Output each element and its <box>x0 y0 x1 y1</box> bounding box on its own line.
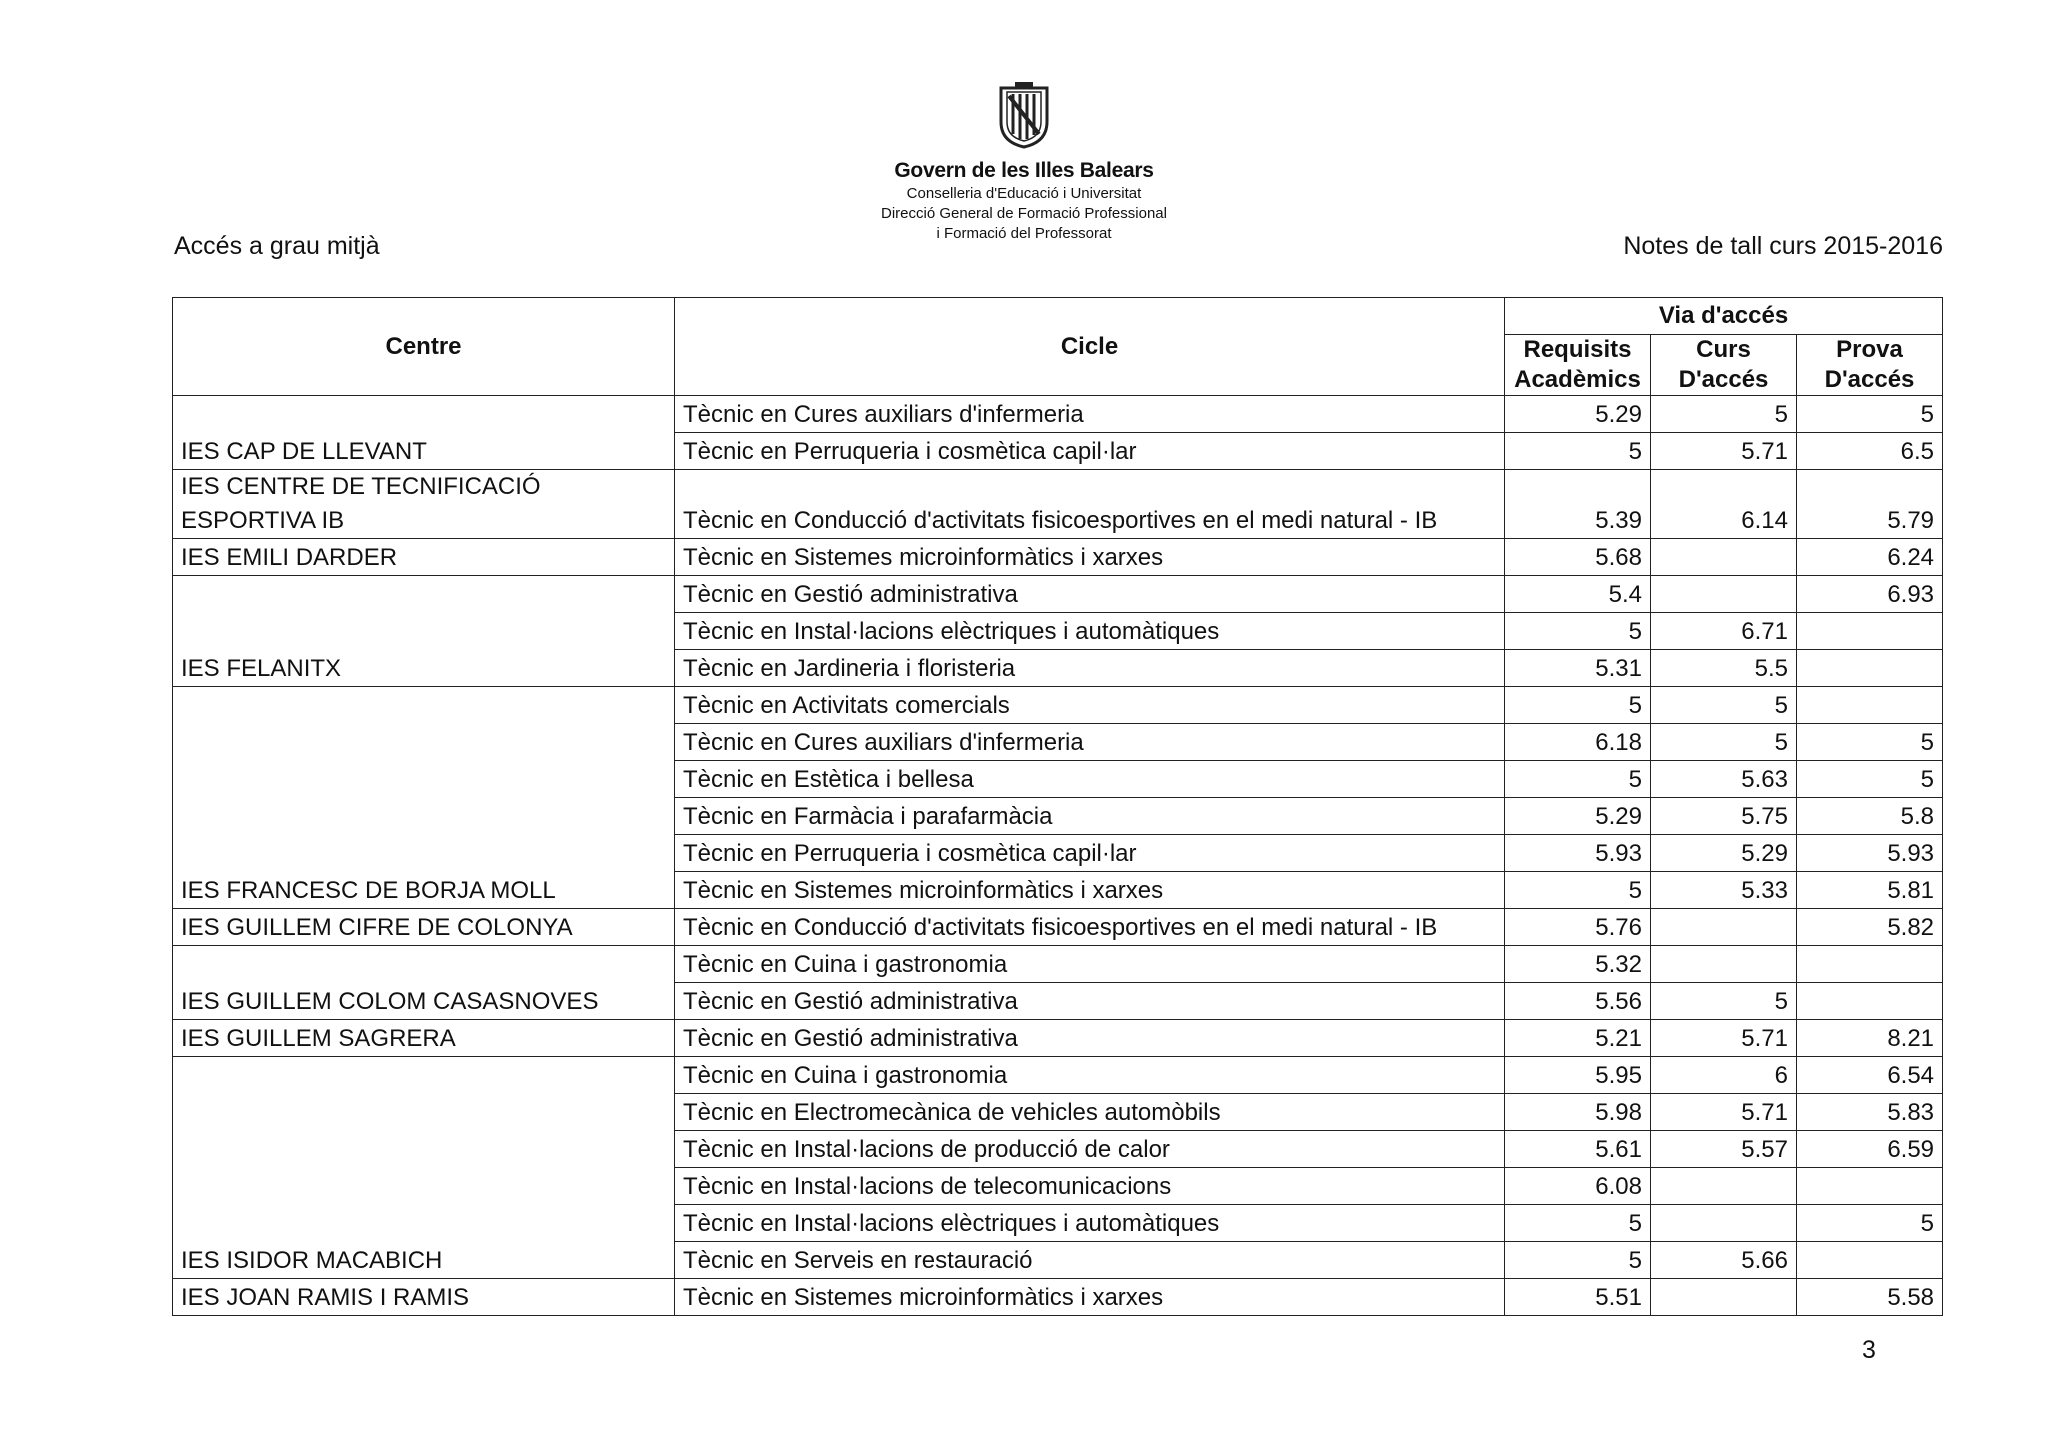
centre-name: IES FELANITX <box>173 576 675 687</box>
column-header-via-acces: Via d'accés <box>1505 298 1943 335</box>
grade-prova: 6.5 <box>1797 433 1943 470</box>
grade-requisits: 5.29 <box>1505 798 1651 835</box>
grade-curs <box>1651 1205 1797 1242</box>
grade-requisits: 5.68 <box>1505 539 1651 576</box>
grade-requisits: 5.31 <box>1505 650 1651 687</box>
grade-prova: 5 <box>1797 761 1943 798</box>
coat-of-arms-icon <box>995 82 1053 150</box>
grade-curs <box>1651 1279 1797 1316</box>
cicle-name: Tècnic en Cuina i gastronomia <box>675 1057 1505 1094</box>
cicle-name: Tècnic en Electromecànica de vehicles automòbils <box>675 1094 1505 1131</box>
grade-curs: 5.71 <box>1651 433 1797 470</box>
cicle-name: Tècnic en Farmàcia i parafarmàcia <box>675 798 1505 835</box>
page-number: 3 <box>1862 1336 1876 1364</box>
grade-curs <box>1651 909 1797 946</box>
grade-curs <box>1651 539 1797 576</box>
table-row <box>173 396 1943 433</box>
grade-curs: 5 <box>1651 687 1797 724</box>
grade-prova <box>1797 650 1943 687</box>
cicle-name: Tècnic en Conducció d'activitats fisicoesportives en el medi natural - IB <box>675 470 1505 539</box>
cicle-name: Tècnic en Gestió administrativa <box>675 983 1505 1020</box>
grade-prova: 8.21 <box>1797 1020 1943 1057</box>
grade-prova: 6.24 <box>1797 539 1943 576</box>
grade-requisits: 5 <box>1505 433 1651 470</box>
cicle-name: Tècnic en Perruqueria i cosmètica capil·lar <box>675 433 1505 470</box>
grade-curs <box>1651 1168 1797 1205</box>
cicle-name: Tècnic en Activitats comercials <box>675 687 1505 724</box>
department-line: i Formació del Professorat <box>936 225 1112 242</box>
table-row <box>173 470 1943 539</box>
grade-prova: 5.93 <box>1797 835 1943 872</box>
column-header-requisits: Requisits Acadèmics <box>1505 335 1651 396</box>
grade-prova: 5.82 <box>1797 909 1943 946</box>
grade-prova: 5.79 <box>1797 470 1943 539</box>
grade-curs: 5 <box>1651 983 1797 1020</box>
centre-name: IES GUILLEM SAGRERA <box>173 1020 675 1057</box>
centre-name: IES JOAN RAMIS I RAMIS <box>173 1279 675 1316</box>
centre-name: IES GUILLEM CIFRE DE COLONYA <box>173 909 675 946</box>
grade-prova: 5.8 <box>1797 798 1943 835</box>
grade-prova <box>1797 687 1943 724</box>
grade-curs: 5 <box>1651 724 1797 761</box>
organization-name: Govern de les Illes Balears <box>894 159 1154 182</box>
grade-requisits: 5 <box>1505 1242 1651 1279</box>
table-row <box>173 1279 1943 1316</box>
centre-name: IES ISIDOR MACABICH <box>173 1057 675 1279</box>
centre-name: IES FRANCESC DE BORJA MOLL <box>173 687 675 909</box>
cicle-name: Tècnic en Cuina i gastronomia <box>675 946 1505 983</box>
grade-requisits: 5.93 <box>1505 835 1651 872</box>
grade-requisits: 5 <box>1505 1205 1651 1242</box>
table-row <box>173 946 1943 983</box>
grade-prova: 6.93 <box>1797 576 1943 613</box>
grade-prova <box>1797 613 1943 650</box>
grade-requisits: 5.76 <box>1505 909 1651 946</box>
cicle-name: Tècnic en Cures auxiliars d'infermeria <box>675 724 1505 761</box>
grade-prova: 5 <box>1797 724 1943 761</box>
cicle-name: Tècnic en Cures auxiliars d'infermeria <box>675 396 1505 433</box>
document-title: Notes de tall curs 2015-2016 <box>1623 232 1943 260</box>
grade-requisits: 5.98 <box>1505 1094 1651 1131</box>
cicle-name: Tècnic en Gestió administrativa <box>675 1020 1505 1057</box>
grade-requisits: 5 <box>1505 613 1651 650</box>
table-body <box>173 396 1943 1316</box>
cicle-name: Tècnic en Instal·lacions de producció de calor <box>675 1131 1505 1168</box>
centre-name: IES EMILI DARDER <box>173 539 675 576</box>
letterhead <box>824 82 1224 244</box>
grade-prova <box>1797 983 1943 1020</box>
centre-name: IES CAP DE LLEVANT <box>173 396 675 470</box>
grade-curs: 5 <box>1651 396 1797 433</box>
grade-prova: 5.83 <box>1797 1094 1943 1131</box>
grade-requisits: 5.4 <box>1505 576 1651 613</box>
grade-curs: 6.14 <box>1651 470 1797 539</box>
table-row <box>173 1057 1943 1094</box>
grade-prova <box>1797 1168 1943 1205</box>
grade-curs: 6.71 <box>1651 613 1797 650</box>
grade-requisits: 5.39 <box>1505 470 1651 539</box>
grade-prova <box>1797 1242 1943 1279</box>
centre-name: IES CENTRE DE TECNIFICACIÓ ESPORTIVA IB <box>173 470 675 539</box>
cicle-name: Tècnic en Instal·lacions de telecomunicacions <box>675 1168 1505 1205</box>
centre-name: IES GUILLEM COLOM CASASNOVES <box>173 946 675 1020</box>
grade-prova: 6.59 <box>1797 1131 1943 1168</box>
grade-curs: 5.63 <box>1651 761 1797 798</box>
grade-requisits: 5.56 <box>1505 983 1651 1020</box>
grade-requisits: 5.21 <box>1505 1020 1651 1057</box>
cicle-name: Tècnic en Instal·lacions elèctriques i automàtiques <box>675 1205 1505 1242</box>
cicle-name: Tècnic en Jardineria i floristeria <box>675 650 1505 687</box>
cicle-name: Tècnic en Sistemes microinformàtics i xarxes <box>675 1279 1505 1316</box>
grade-requisits: 6.08 <box>1505 1168 1651 1205</box>
grade-prova: 5.81 <box>1797 872 1943 909</box>
grade-requisits: 6.18 <box>1505 724 1651 761</box>
department-line: Conselleria d'Educació i Universitat <box>906 185 1142 202</box>
grade-curs: 6 <box>1651 1057 1797 1094</box>
grade-curs: 5.71 <box>1651 1020 1797 1057</box>
grade-prova: 6.54 <box>1797 1057 1943 1094</box>
table-row <box>173 687 1943 724</box>
cicle-name: Tècnic en Estètica i bellesa <box>675 761 1505 798</box>
cicle-name: Tècnic en Serveis en restauració <box>675 1242 1505 1279</box>
column-header-centre: Centre <box>173 298 675 396</box>
grade-curs: 5.57 <box>1651 1131 1797 1168</box>
grade-curs: 5.75 <box>1651 798 1797 835</box>
cicle-name: Tècnic en Conducció d'activitats fisicoesportives en el medi natural - IB <box>675 909 1505 946</box>
grade-curs: 5.71 <box>1651 1094 1797 1131</box>
table-row <box>173 1020 1943 1057</box>
grade-requisits: 5.95 <box>1505 1057 1651 1094</box>
grade-prova: 5.58 <box>1797 1279 1943 1316</box>
table-header <box>173 298 1943 396</box>
grade-requisits: 5 <box>1505 872 1651 909</box>
grade-curs <box>1651 576 1797 613</box>
cicle-name: Tècnic en Gestió administrativa <box>675 576 1505 613</box>
grade-curs: 5.5 <box>1651 650 1797 687</box>
grade-curs: 5.29 <box>1651 835 1797 872</box>
grade-prova: 5 <box>1797 396 1943 433</box>
grade-requisits: 5 <box>1505 761 1651 798</box>
grade-curs: 5.66 <box>1651 1242 1797 1279</box>
grade-requisits: 5 <box>1505 687 1651 724</box>
cicle-name: Tècnic en Sistemes microinformàtics i xarxes <box>675 539 1505 576</box>
document-subject: Accés a grau mitjà <box>174 232 380 260</box>
table-row <box>173 539 1943 576</box>
column-header-cicle: Cicle <box>675 298 1505 396</box>
table-row <box>173 909 1943 946</box>
cicle-name: Tècnic en Perruqueria i cosmètica capil·lar <box>675 835 1505 872</box>
grade-requisits: 5.51 <box>1505 1279 1651 1316</box>
cicle-name: Tècnic en Instal·lacions elèctriques i automàtiques <box>675 613 1505 650</box>
cut-off-grades-table <box>172 297 1943 1316</box>
grade-requisits: 5.32 <box>1505 946 1651 983</box>
cicle-name: Tècnic en Sistemes microinformàtics i xarxes <box>675 872 1505 909</box>
column-header-curs: Curs D'accés <box>1651 335 1797 396</box>
grade-requisits: 5.29 <box>1505 396 1651 433</box>
grade-prova <box>1797 946 1943 983</box>
grade-curs <box>1651 946 1797 983</box>
column-header-prova: Prova D'accés <box>1797 335 1943 396</box>
grade-curs: 5.33 <box>1651 872 1797 909</box>
grade-requisits: 5.61 <box>1505 1131 1651 1168</box>
grade-prova: 5 <box>1797 1205 1943 1242</box>
table-row <box>173 576 1943 613</box>
department-line: Direcció General de Formació Professional <box>881 205 1167 222</box>
